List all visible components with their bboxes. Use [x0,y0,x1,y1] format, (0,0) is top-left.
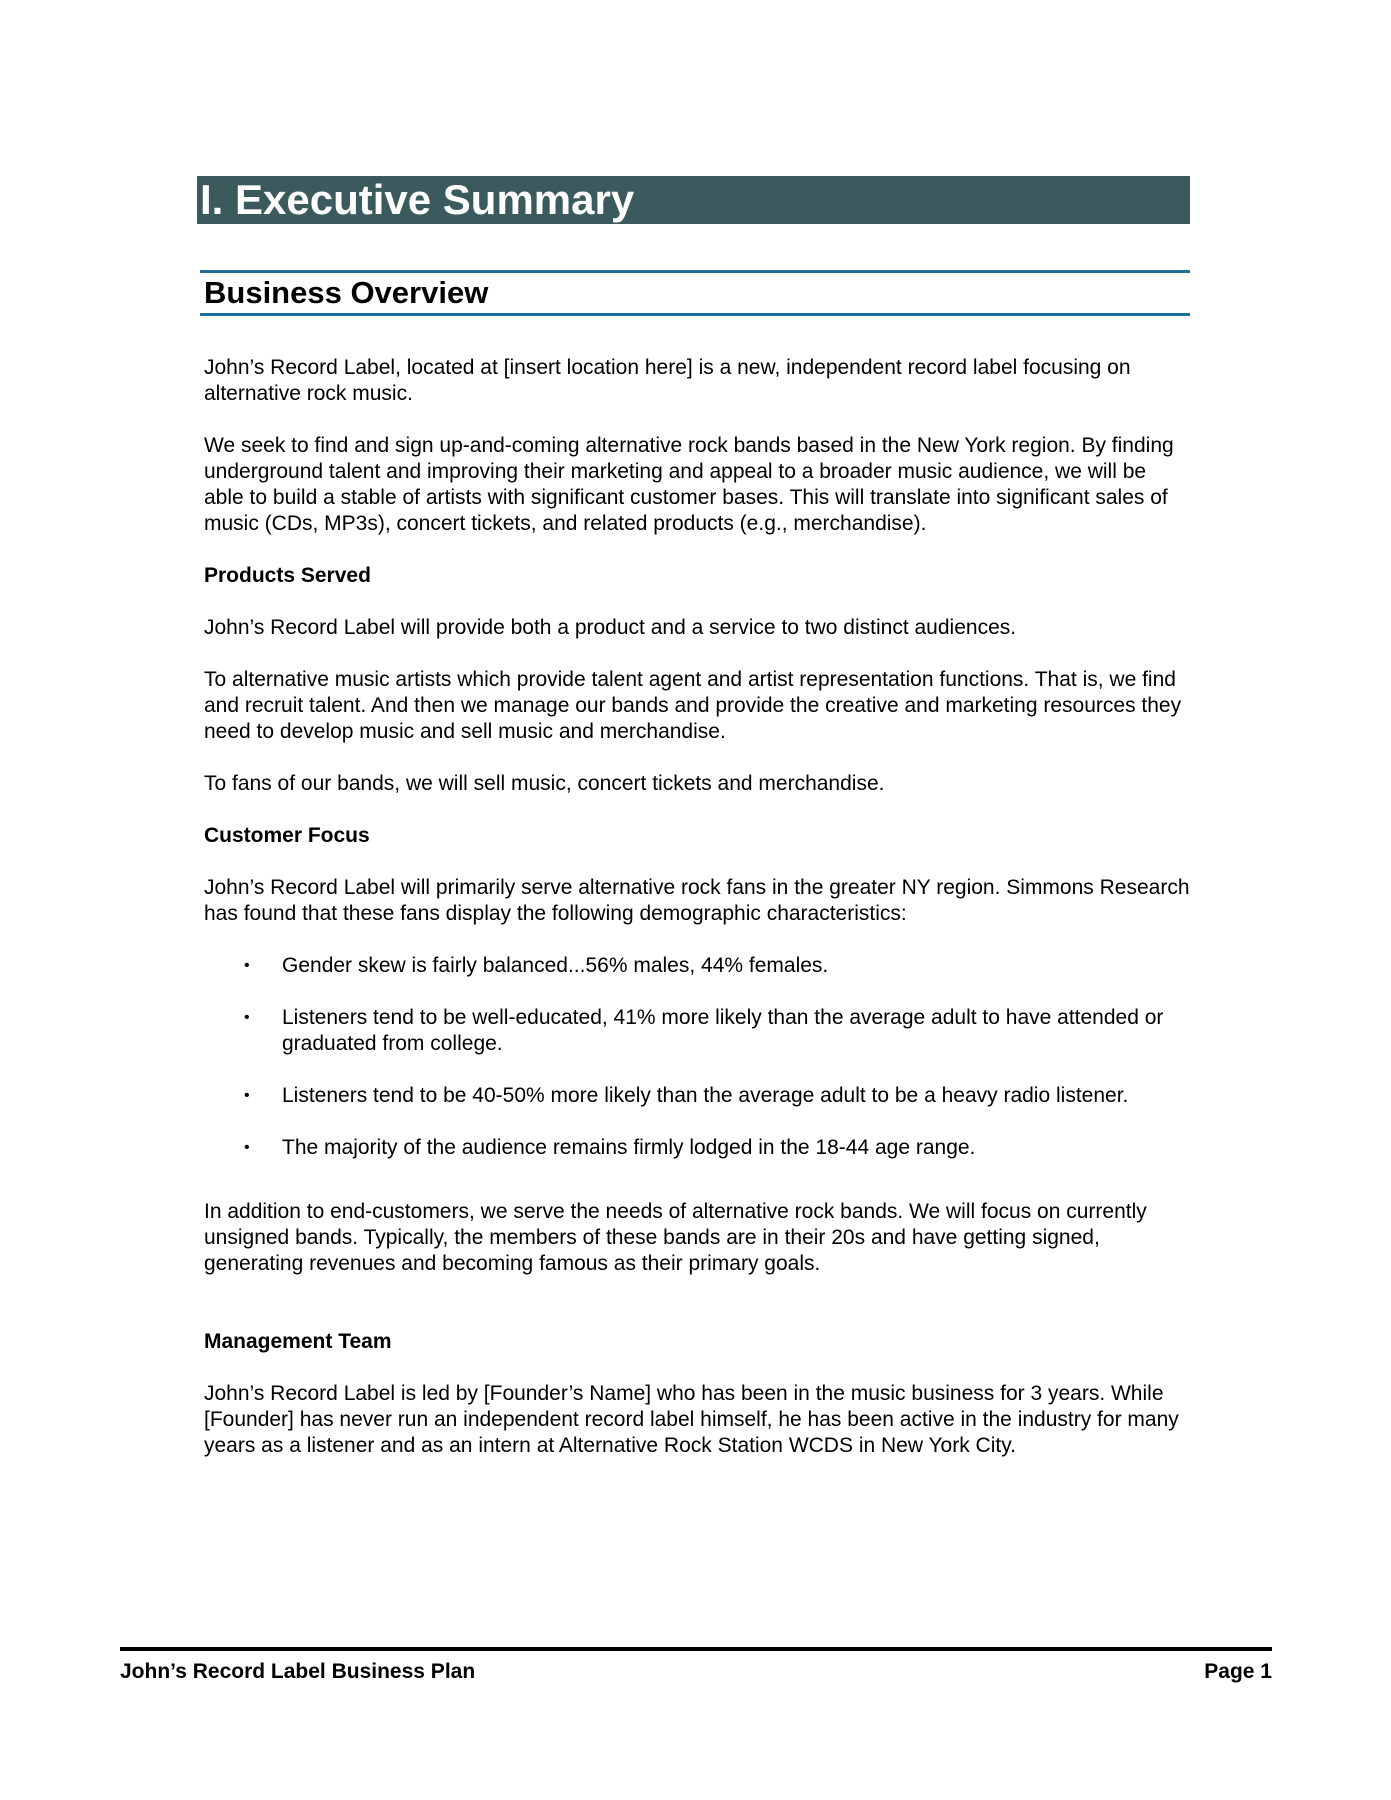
bullet-icon: • [244,1009,250,1026]
list-item [200,1083,1190,1109]
list-item-text: Listeners tend to be 40-50% more likely than the average adult to be a heavy radio listener. [282,1084,1129,1107]
section-title-banner: I. Executive Summary [197,176,1190,224]
customer-focus-intro: John’s Record Label will primarily serve alternative rock fans in the greater NY region. Simmons Research has found that these fans display the following demographic characteristics: [204,876,1190,925]
subsection-header [200,270,1190,316]
list-item [200,1135,1190,1161]
bullet-icon: • [244,1139,250,1156]
list-item [200,1005,1190,1057]
products-paragraph-2: To alternative music artists which provide talent agent and artist representation functions. That is, we find and recruit talent. And then we manage our bands and provide the creative and marketing resources they need to develop music and sell music and merchandise. [204,668,1182,743]
page-content [200,176,1190,1459]
footer-title: John’s Record Label Business Plan [120,1660,476,1683]
products-paragraph-3: To fans of our bands, we will sell music, concert tickets and merchandise. [204,772,885,795]
bullet-icon: • [244,1087,250,1104]
footer-row [120,1651,1272,1685]
products-served-heading: Products Served [204,564,371,587]
overview-paragraph-1: John’s Record Label, located at [insert location here] is a new, independent record label focusing on alternative rock music. [204,356,1131,405]
customer-focus-heading: Customer Focus [204,824,370,847]
list-item [200,953,1190,979]
overview-paragraph-2: We seek to find and sign up-and-coming alternative rock bands based in the New York region. By finding underground talent and improving their marketing and appeal to a broader music audience, we will be able to build a stable of artists with significant customer bases. This will translate into significant sales of music (CDs, MP3s), concert tickets, and related products (e.g., merchandise). [204,434,1174,535]
products-paragraph-1: John’s Record Label will provide both a product and a service to two distinct audiences. [204,616,1017,639]
page-footer [120,1647,1272,1685]
customer-focus-closing: In addition to end-customers, we serve the needs of alternative rock bands. We will focus on currently unsigned bands. Typically, the members of these bands are in their 20s and have getting signed, generating revenues and becoming famous as their primary goals. [204,1200,1147,1275]
list-item-text: Gender skew is fairly balanced...56% males, 44% females. [282,954,829,977]
bullet-icon: • [244,957,250,974]
subsection-title: Business Overview [204,275,489,310]
list-item-text: Listeners tend to be well-educated, 41% more likely than the average adult to have attended or graduated from college. [282,1006,1164,1055]
demographics-list [200,953,1190,1161]
management-team-heading: Management Team [204,1330,392,1353]
list-item-text: The majority of the audience remains firmly lodged in the 18-44 age range. [282,1136,976,1159]
management-team-paragraph: John’s Record Label is led by [Founder’s Name] who has been in the music business for 3 years. While [Founder] has never run an independent record label himself, he has been active in the industry for many years as a listener and as an intern at Alternative Rock Station WCDS in New York City. [204,1382,1179,1457]
page-number: Page 1 [1204,1660,1272,1683]
